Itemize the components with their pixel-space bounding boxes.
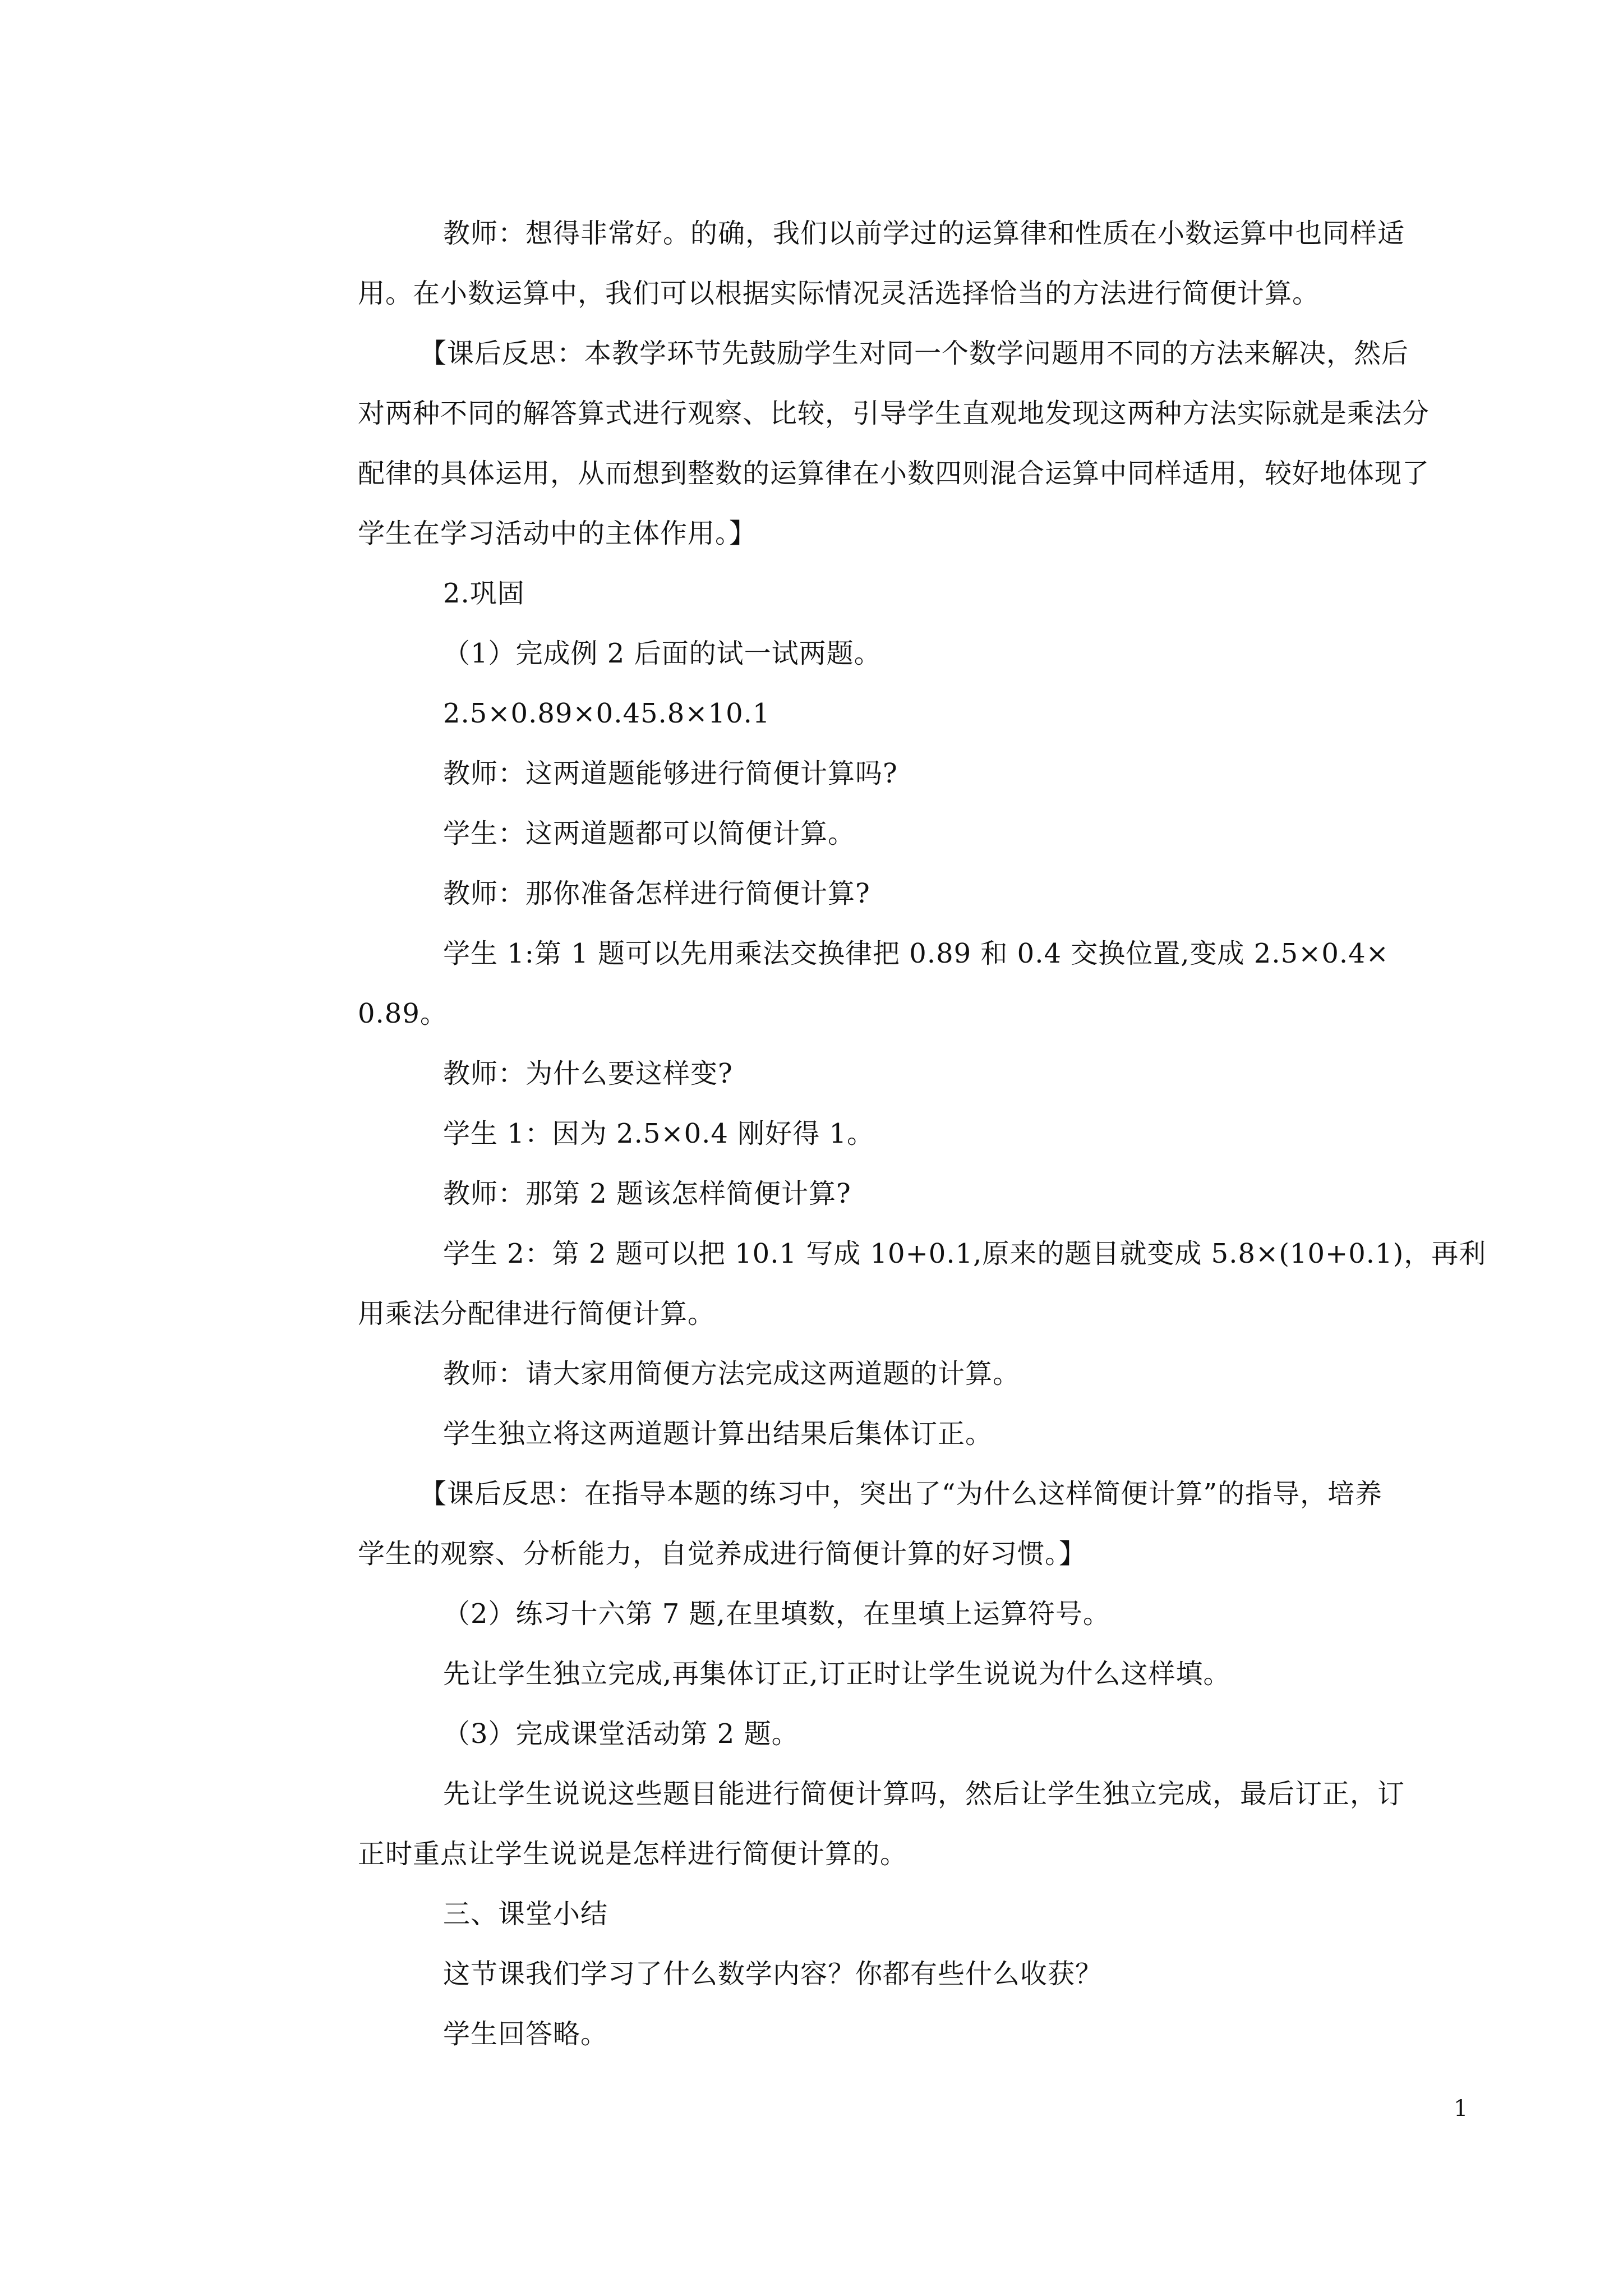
text-line: 教师：那第 2 题该怎样简便计算?	[443, 1178, 851, 1209]
section-heading: 2.巩固	[443, 578, 525, 609]
formula-line: 2.5×0.89×0.45.8×10.1	[443, 698, 771, 729]
text-line: 0.89。	[358, 998, 448, 1029]
text-line: 这节课我们学习了什么数学内容？你都有些什么收获？	[443, 1958, 1103, 1990]
text-line: （2）练习十六第 7 题,在里填数，在里填上运算符号。	[443, 1598, 1110, 1630]
text-line: 学生 2：第 2 题可以把 10.1 写成 10+0.1,原来的题目就变成 5.8×(10+0.1)，再利	[443, 1238, 1487, 1269]
text-line: 用乘法分配律进行简便计算。	[358, 1298, 716, 1329]
text-line: 教师：这两道题能够进行简便计算吗?	[443, 758, 898, 789]
section-heading: 三、课堂小结	[443, 1898, 608, 1930]
text-line: 学生回答略。	[443, 2018, 608, 2050]
text-line: 教师：想得非常好。的确，我们以前学过的运算律和性质在小数运算中也同样适	[443, 218, 1405, 249]
text-line: 先让学生说说这些题目能进行简便计算吗，然后让学生独立完成，最后订正，订	[443, 1778, 1405, 1810]
text-line: （1）完成例 2 后面的试一试两题。	[443, 638, 882, 669]
text-line: 学生：这两道题都可以简便计算。	[443, 818, 856, 849]
text-line: 学生在学习活动中的主体作用。】	[358, 518, 757, 549]
text-line: 教师：请大家用简便方法完成这两道题的计算。	[443, 1358, 1021, 1389]
text-line: 学生 1:第 1 题可以先用乘法交换律把 0.89 和 0.4 交换位置,变成 2.5×0.4×	[443, 938, 1389, 969]
text-line: 学生 1：因为 2.5×0.4 刚好得 1。	[443, 1118, 875, 1149]
text-line: 对两种不同的解答算式进行观察、比较，引导学生直观地发现这两种方法实际就是乘法分	[358, 398, 1430, 429]
text-line: 用。在小数运算中，我们可以根据实际情况灵活选择恰当的方法进行简便计算。	[358, 278, 1320, 309]
text-line: （3）完成课堂活动第 2 题。	[443, 1718, 799, 1750]
text-line: 教师：为什么要这样变?	[443, 1058, 733, 1089]
text-line: 【课后反思：在指导本题的练习中，突出了“为什么这样简便计算”的指导，培养	[419, 1478, 1383, 1510]
text-line: 学生的观察、分析能力，自觉养成进行简便计算的好习惯。】	[358, 1538, 1087, 1570]
page-number: 1	[1454, 2096, 1468, 2122]
text-line: 正时重点让学生说说是怎样进行简便计算的。	[358, 1838, 908, 1870]
text-line: 学生独立将这两道题计算出结果后集体订正。	[443, 1418, 993, 1450]
text-line: 先让学生独立完成,再集体订正,订正时让学生说说为什么这样填。	[443, 1658, 1231, 1690]
text-line: 【课后反思：本教学环节先鼓励学生对同一个数学问题用不同的方法来解决，然后	[419, 338, 1409, 369]
text-line: 教师：那你准备怎样进行简便计算?	[443, 878, 870, 909]
text-line: 配律的具体运用，从而想到整数的运算律在小数四则混合运算中同样适用，较好地体现了	[358, 458, 1430, 489]
